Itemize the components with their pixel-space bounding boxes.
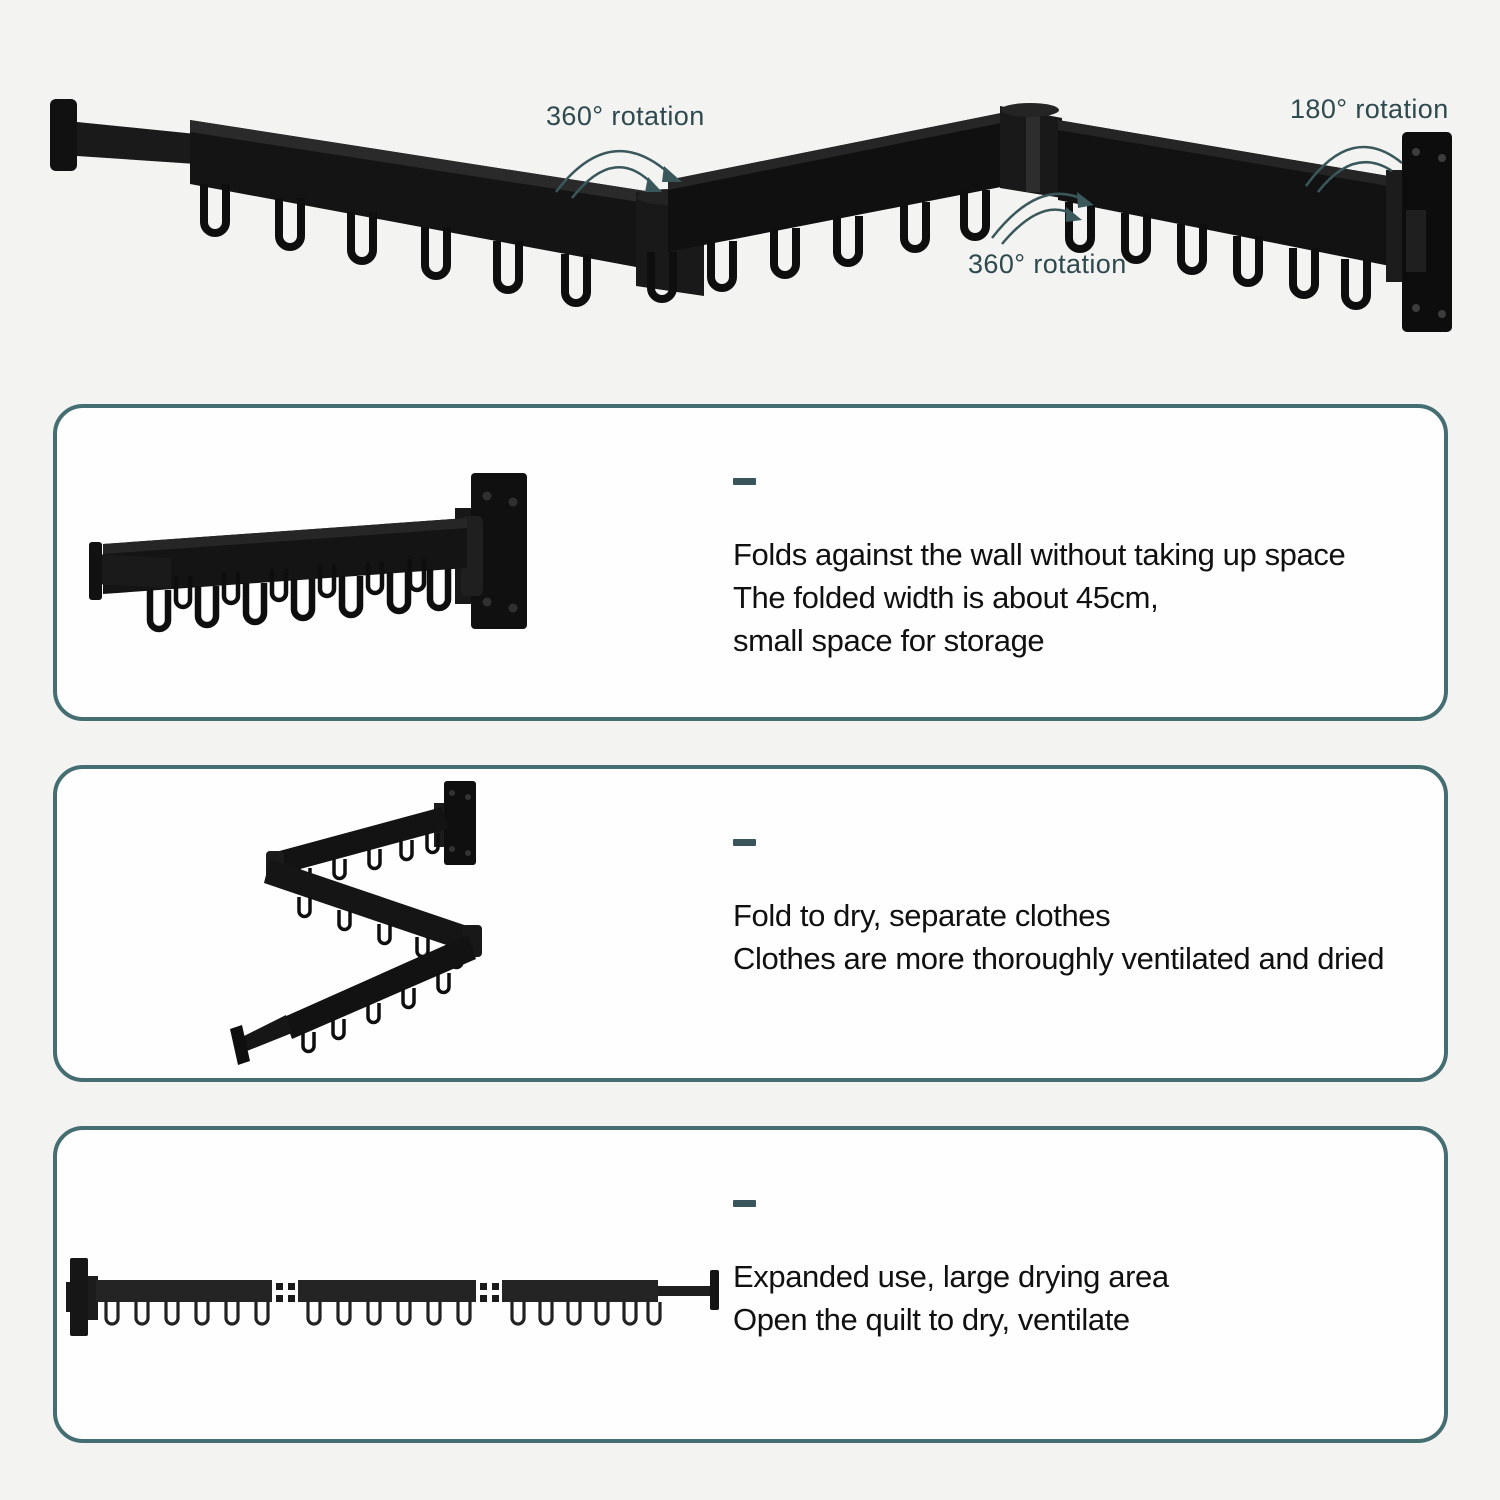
zigzag-rack-image <box>144 777 544 1077</box>
folded-rack-image <box>89 456 639 696</box>
wall-mount-plate <box>66 1258 98 1336</box>
extension-rod-left <box>50 99 196 171</box>
annotation-label: 360° rotation <box>546 101 705 131</box>
wall-mount-plate <box>1386 132 1452 332</box>
annotation-rotation-180 <box>1290 94 1449 125</box>
dash-icon <box>733 1200 756 1207</box>
feature-card-folded <box>53 404 1448 721</box>
feature-line: small space for storage <box>733 623 1045 658</box>
feature-line: Folds against the wall without taking up space <box>733 537 1346 572</box>
feature-line: Open the quilt to dry, ventilate <box>733 1302 1130 1337</box>
feature-text-block <box>733 839 1384 980</box>
expanded-rack-image <box>0 0 1500 395</box>
feature-card-zigzag <box>53 765 1448 1082</box>
feature-line: The folded width is about 45cm, <box>733 580 1159 615</box>
dash-icon <box>733 478 756 485</box>
feature-line: Clothes are more thoroughly ventilated and dried <box>733 941 1385 976</box>
rack-arm-middle <box>264 859 476 953</box>
rotation-arrow-icon-2 <box>992 192 1094 244</box>
feature-line: Fold to dry, separate clothes <box>733 898 1111 933</box>
hooks-outline <box>106 1302 660 1324</box>
dash-icon <box>733 839 756 846</box>
rack-arm-right <box>1058 120 1400 268</box>
hinge-joint-2 <box>1000 103 1062 198</box>
feature-line: Expanded use, large drying area <box>733 1259 1169 1294</box>
feature-text-block <box>733 478 1345 662</box>
feature-text-block <box>733 1200 1169 1341</box>
annotation-rotation-360-middle <box>968 249 1127 280</box>
extended-rack-image <box>66 1254 746 1364</box>
rack-arm-bottom <box>230 925 482 1065</box>
annotation-label: 360° rotation <box>968 249 1127 279</box>
annotation-rotation-360-left <box>546 101 705 132</box>
hero-section <box>0 0 1500 395</box>
annotation-label: 180° rotation <box>1290 94 1449 124</box>
feature-card-extended <box>53 1126 1448 1443</box>
